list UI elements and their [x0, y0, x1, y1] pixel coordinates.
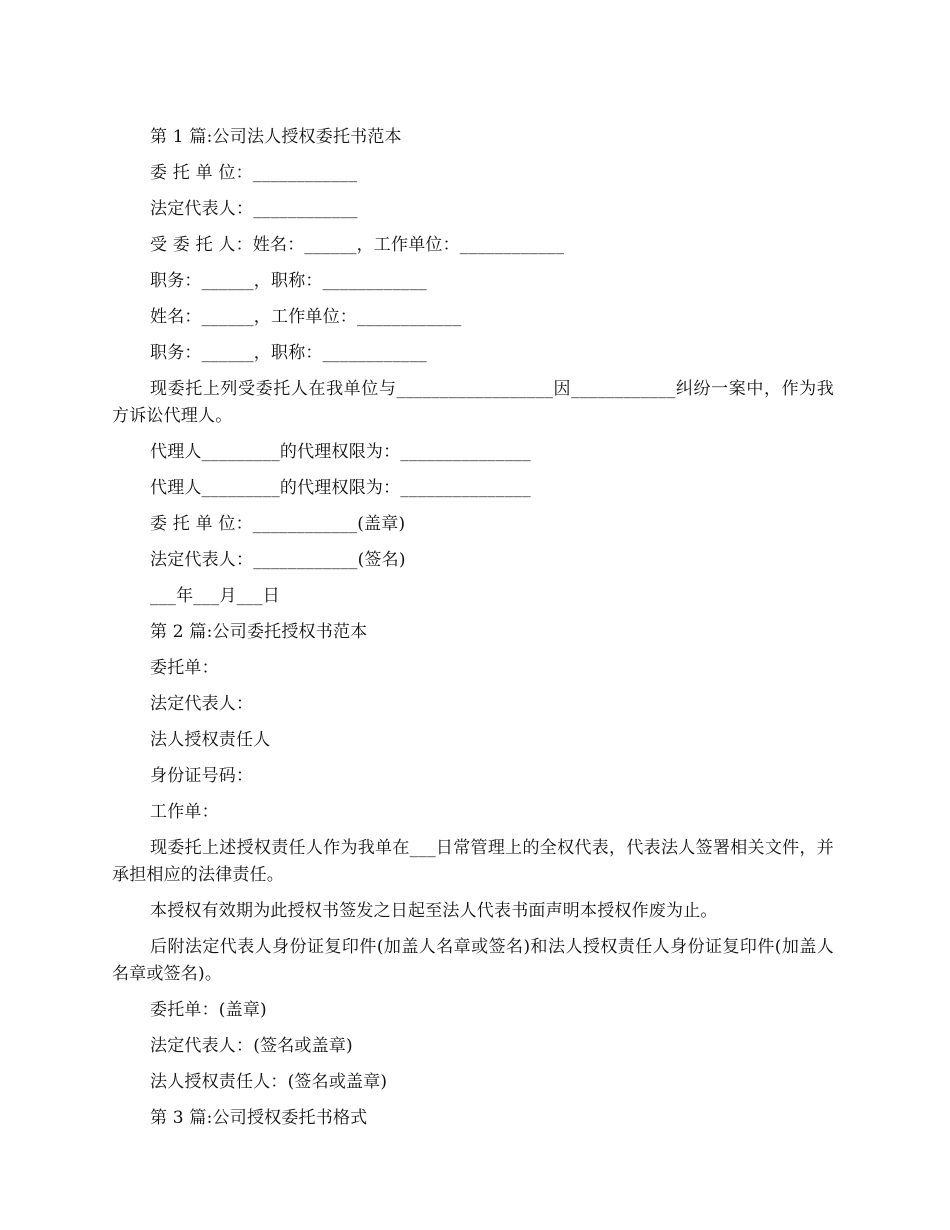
paragraph: 姓名：______，工作单位：____________	[150, 307, 462, 327]
paragraph: 职务：______，职称：____________	[150, 343, 427, 363]
paragraph: 代理人_________的代理权限为：_______________	[150, 478, 531, 498]
paragraph: 身份证号码：	[150, 766, 254, 786]
document-body	[112, 124, 834, 1141]
paragraph: 法定代表人：(签名或盖章)	[150, 1036, 353, 1056]
paragraph: 受 委 托 人：姓名：______，工作单位：____________	[150, 235, 565, 255]
section-heading-1: 第 1 篇:公司法人授权委托书范本	[150, 127, 402, 147]
paragraph: 法定代表人：____________(签名)	[150, 550, 406, 570]
paragraph: 现委托上述授权责任人作为我单在___日常管理上的全权代表，代表法人签署相关文件，并承担相应的法律责任。	[112, 838, 834, 885]
paragraph: 法人授权责任人	[150, 730, 271, 750]
paragraph: 委托单：(盖章)	[150, 1000, 267, 1020]
paragraph: 委 托 单 位：____________	[150, 163, 358, 183]
paragraph: 委托单：	[150, 658, 219, 678]
paragraph: 工作单：	[150, 802, 219, 822]
paragraph: 后附法定代表人身份证复印件(加盖人名章或签名)和法人授权责任人身份证复印件(加盖人名章或签名)。	[112, 937, 834, 984]
paragraph: 法定代表人：____________	[150, 199, 358, 219]
paragraph: 现委托上列受委托人在我单位与__________________因____________纠纷一案中，作为我方诉讼代理人。	[112, 379, 834, 426]
paragraph: 职务：______，职称：____________	[150, 271, 427, 291]
paragraph: 代理人_________的代理权限为：_______________	[150, 442, 531, 462]
section-heading-2: 第 2 篇:公司委托授权书范本	[150, 622, 368, 642]
paragraph: 本授权有效期为此授权书签发之日起至法人代表书面声明本授权作废为止。	[150, 901, 718, 921]
paragraph: 法人授权责任人：(签名或盖章)	[150, 1072, 388, 1092]
paragraph: 法定代表人：	[150, 694, 254, 714]
paragraph: 委 托 单 位：____________(盖章)	[150, 514, 406, 534]
date-line: ___年___月___日	[150, 586, 280, 606]
section-heading-3: 第 3 篇:公司授权委托书格式	[150, 1108, 368, 1128]
